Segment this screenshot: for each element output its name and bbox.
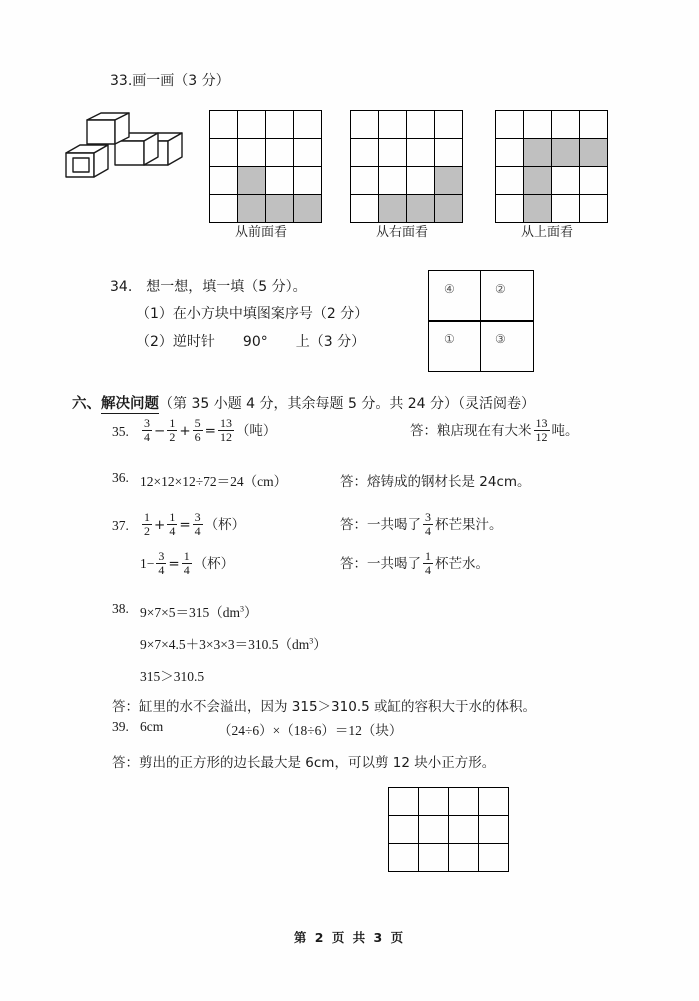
answer-text: 一共喝了 <box>367 556 421 573</box>
question-38-number: 38. <box>112 601 129 616</box>
grid-cell-shaded <box>435 195 463 223</box>
operator-minus: − <box>154 423 166 440</box>
question-35-answer <box>410 418 579 444</box>
answer-label: 答： <box>340 556 367 573</box>
question-39-number: 39. <box>112 719 129 734</box>
grid-cell-shaded <box>524 139 552 167</box>
grid-cell-shaded <box>294 195 322 223</box>
answer-text-tail: 杯芒果汁。 <box>435 517 503 534</box>
grid-cell <box>294 111 322 139</box>
fraction-3-4: $\frac{3}{4}$ <box>194 510 201 538</box>
grid-cell <box>496 195 524 223</box>
grid-cell <box>351 111 379 139</box>
section-6-heading <box>72 392 535 413</box>
grid-cell <box>479 816 509 844</box>
grid-cell <box>266 139 294 167</box>
grid-cell <box>210 195 238 223</box>
question-34-part2: （2）逆时针 90° 上（3 分） <box>136 334 366 350</box>
grid-cell-shaded <box>407 195 435 223</box>
grid-row <box>351 195 463 223</box>
grid-row <box>496 111 608 139</box>
question-39-work-b: （24÷6）×（18÷6）＝12（块） <box>218 723 403 738</box>
lead-expression: 1− <box>140 556 155 572</box>
box-horizontal-divider <box>429 320 533 322</box>
grid-cell <box>294 167 322 195</box>
section-6-note: （第 35 小题 4 分，其余每题 5 分。共 24 分）（灵活阅卷） <box>159 396 536 412</box>
grid-cell <box>294 139 322 167</box>
grid-cell <box>580 167 608 195</box>
question-35-number: 35. <box>112 424 129 439</box>
grid-cell-shaded <box>524 195 552 223</box>
grid-cell <box>351 195 379 223</box>
grid-cell <box>580 195 608 223</box>
exponent: 3 <box>239 604 244 614</box>
grid-cell <box>496 111 524 139</box>
grid-cell <box>389 816 419 844</box>
grid-cell <box>379 167 407 195</box>
expression-tail: ） <box>313 637 327 652</box>
unit-ton: （吨） <box>235 423 277 440</box>
answer-text: 一共喝了 <box>367 517 421 534</box>
grid-row <box>496 167 608 195</box>
question-38-work-line1 <box>140 601 257 621</box>
answer-text: 粮店现在有大米 <box>437 423 532 440</box>
answer-text-tail: 杯芒水。 <box>435 556 489 573</box>
grid-cell <box>419 788 449 816</box>
answer-fraction-1-4: $\frac{1}{4}$ <box>425 549 431 577</box>
grid-cell-shaded <box>379 195 407 223</box>
question-39-work-a: 6cm <box>140 719 164 734</box>
grid-cell <box>379 139 407 167</box>
question-37-answer-line1 <box>340 512 503 538</box>
section-6-name: 解决问题 <box>101 396 159 412</box>
grid-row <box>389 844 509 872</box>
grid-row <box>351 111 463 139</box>
grid-cell-shaded <box>552 139 580 167</box>
expression-text: 9×7×5＝315（dm <box>140 605 240 620</box>
grid-cell <box>552 195 580 223</box>
question-37-work-line1 <box>140 512 245 538</box>
grid-cell <box>496 139 524 167</box>
grid-cell-shaded <box>238 167 266 195</box>
operator-plus: + <box>179 423 191 440</box>
operator-equals: = <box>204 423 216 440</box>
grid-cell <box>238 111 266 139</box>
question-36-number: 36. <box>112 470 129 485</box>
grid-cell <box>210 111 238 139</box>
grid-cell-shaded <box>266 195 294 223</box>
grid-cell <box>449 844 479 872</box>
grid-cell <box>389 844 419 872</box>
question-38-work-line3: 315＞310.5 <box>140 669 205 684</box>
grid-cell <box>238 139 266 167</box>
grid-row <box>351 167 463 195</box>
question-39-grid <box>388 787 509 872</box>
grid-cell <box>407 139 435 167</box>
answer-fraction-3-4: $\frac{3}{4}$ <box>425 510 431 538</box>
expression-text: 9×7×4.5＋3×3×3＝310.5（dm <box>140 637 310 652</box>
grid-row <box>496 139 608 167</box>
grid-cell <box>449 816 479 844</box>
box-cell-top-left: ④ <box>444 282 455 296</box>
grid-cell <box>552 167 580 195</box>
fraction-3-4: $\frac{3}{4}$ <box>158 549 165 577</box>
fraction-1-4: $\frac{1}{4}$ <box>183 549 190 577</box>
operator-equals: = <box>179 517 191 534</box>
answer-fraction-13-12: $\frac{13}{12}$ <box>535 416 548 444</box>
box-cell-bottom-right: ③ <box>495 332 506 346</box>
unit-cup: （杯） <box>204 517 246 534</box>
unit-cup: （杯） <box>193 556 235 573</box>
grid-cell <box>580 111 608 139</box>
fraction-3-4: $\frac{3}{4}$ <box>144 416 150 444</box>
question-37-answer-line2 <box>340 551 489 577</box>
view-grid-top <box>495 110 608 223</box>
grid-cell <box>449 788 479 816</box>
grid-cell <box>210 167 238 195</box>
answer-label: 答： <box>340 517 367 534</box>
grid-cell <box>351 167 379 195</box>
exponent: 3 <box>309 636 314 646</box>
question-34-part1: （1）在小方块中填图案序号（2 分） <box>136 306 369 322</box>
question-39-answer: 答：剪出的正方形的边长最大是 6cm，可以剪 12 块小正方形。 <box>112 755 496 771</box>
page-footer: 第 2 页 共 3 页 <box>293 930 406 945</box>
question-34-title: 34. 想一想，填一填（5 分）。 <box>110 279 307 295</box>
grid-cell-shaded <box>238 195 266 223</box>
view-label-right: 从右面看 <box>375 225 428 240</box>
question-36-work: 12×12×12÷72＝24（cm） <box>140 474 288 489</box>
grid-cell-shaded <box>580 139 608 167</box>
grid-cell <box>419 844 449 872</box>
fraction-1-2: $\frac{1}{2}$ <box>144 510 150 538</box>
cube-stack-figure <box>58 112 188 202</box>
answer-text-tail: 吨。 <box>551 423 579 440</box>
view-label-front: 从前面看 <box>234 225 287 240</box>
operator-equals: = <box>168 556 180 573</box>
question-36-answer: 答：熔铸成的钢材长是 24cm。 <box>340 474 531 490</box>
expression-tail: ） <box>243 605 258 620</box>
grid-cell <box>379 111 407 139</box>
grid-cell-shaded <box>435 167 463 195</box>
grid-cell <box>266 167 294 195</box>
grid-cell <box>389 788 419 816</box>
grid-cell <box>407 111 435 139</box>
grid-cell <box>210 139 238 167</box>
view-label-top: 从上面看 <box>520 225 573 240</box>
grid-cell <box>419 816 449 844</box>
grid-cell <box>496 167 524 195</box>
view-grid-right <box>350 110 463 223</box>
question-38-answer: 答：缸里的水不会溢出，因为 315＞310.5 或缸的容积大于水的体积。 <box>112 699 536 715</box>
grid-row <box>389 816 509 844</box>
question-37-number: 37. <box>112 518 129 533</box>
fraction-1-2: $\frac{1}{2}$ <box>169 416 176 444</box>
grid-cell <box>435 139 463 167</box>
question-37-work-line2 <box>140 551 234 577</box>
question-35-work <box>140 418 276 444</box>
grid-row <box>210 139 322 167</box>
grid-row <box>210 167 322 195</box>
box-cell-bottom-left: ① <box>444 332 455 346</box>
question-33-title: 33.画一画（3 分） <box>110 73 230 89</box>
operator-plus: + <box>154 517 166 534</box>
grid-cell <box>266 111 294 139</box>
grid-cell-shaded <box>524 167 552 195</box>
grid-cell <box>479 844 509 872</box>
grid-cell <box>407 167 435 195</box>
grid-cell <box>435 111 463 139</box>
box-cell-top-right: ② <box>495 282 506 296</box>
grid-row <box>210 195 322 223</box>
grid-row <box>496 195 608 223</box>
grid-cell <box>552 111 580 139</box>
grid-cell <box>524 111 552 139</box>
grid-row <box>389 788 509 816</box>
grid-row <box>210 111 322 139</box>
grid-row <box>351 139 463 167</box>
question-38-work-line2 <box>140 633 327 653</box>
question-34-answer-box <box>428 270 534 372</box>
fraction-13-12: $\frac{13}{12}$ <box>219 416 232 444</box>
grid-cell <box>351 139 379 167</box>
section-6-index: 六、 <box>72 396 101 412</box>
view-grid-front <box>209 110 322 223</box>
fraction-5-6: $\frac{5}{6}$ <box>194 416 201 444</box>
fraction-1-4: $\frac{1}{4}$ <box>169 510 176 538</box>
grid-cell <box>479 788 509 816</box>
answer-label: 答： <box>410 423 437 440</box>
